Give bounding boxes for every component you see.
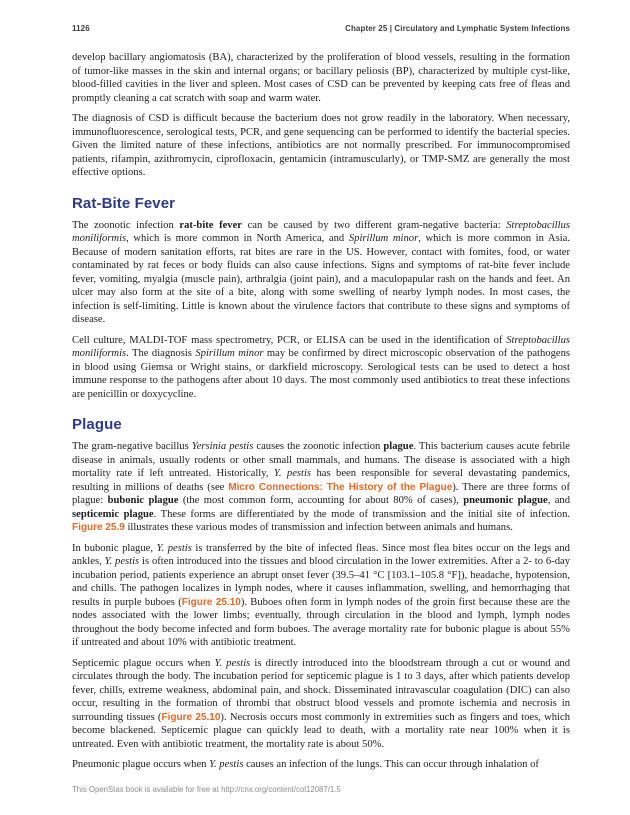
species-name: Y. pestis: [214, 657, 251, 669]
species-name: Streptobacillus moniliformis: [72, 334, 570, 359]
section-heading: Rat-Bite Fever: [72, 194, 176, 212]
text-run: The zoonotic infection: [72, 219, 180, 231]
paragraph: [72, 657, 570, 752]
text-run: (the most common form, accounting for about 80% of cases),: [178, 495, 464, 506]
text-run: ). There are three forms of plague:: [72, 481, 570, 506]
text-run: ). Buboes often form in lymph nodes of the groin first because these are the nodes associated with the lower limbs; eventually, through circulation in the blood and lymph, lymph nodes throughout the body become infected and form buboes. The average mortality rate for bubonic plague is about 55% if untreated and about 10% with antibiotic treatment.: [72, 596, 570, 648]
footer-attribution-text: This OpenStax book is available for free at http://cnx.org/content/col12087/1.5: [72, 785, 341, 794]
text-run: causes an infection of the lungs. This can occur through inhalation of: [243, 759, 539, 770]
paragraph: [72, 440, 570, 535]
chapter-title: Chapter 25 | Circulatory and Lymphatic System Infections: [345, 24, 570, 33]
text-run: , which is more common in North America, and: [126, 233, 349, 244]
paragraph: [72, 51, 570, 105]
text-run: The gram-negative bacillus: [72, 441, 192, 452]
page-number: 1126: [72, 24, 90, 33]
species-name: Spirillum minor: [195, 348, 264, 359]
text-run: causes the zoonotic infection: [253, 441, 384, 452]
species-name: Streptobacillus moniliformis: [72, 219, 570, 244]
text-run: . The diagnosis: [126, 348, 196, 359]
paragraph: [72, 542, 570, 650]
species-name: Y. pestis: [209, 759, 244, 770]
species-name: Yersinia pestis: [191, 441, 254, 452]
paragraph: [72, 112, 570, 180]
text-run: develop bacillary angiomatosis (BA), characterized by the proliferation of blood vessels, resulting in the formation of tumor-like masses in the skin and internal organs; or bacillary peliosis (BP), characterized by multiple cyst-like, blood-filled cavities in the liver and spleen. Most cases of CSD can be prevented by keeping cats free of fleas and promptly cleaning a cat scratch with soap and warm water.: [72, 52, 570, 104]
paragraph: [72, 219, 570, 327]
species-name: Y. pestis: [273, 468, 312, 479]
text-run: . These forms are differentiated by the mode of transmission and the initial site of infection.: [153, 508, 571, 520]
text-run: Septicemic plague occurs when: [72, 657, 215, 669]
text-run: is often introduced into the tissues and blood circulation in the lower extremities. After a 2- to 6-day incubation period, patients experience an abrupt onset fever (39.5–41 °C [103.1–105.8 °F]), headache, hypotension, and chills. The pathogen localizes in lymph nodes, where it causes inflammation, swelling, and hemorrhaging that results in purple buboes (: [72, 556, 570, 608]
species-name: Spirillum minor: [348, 233, 419, 244]
text-run: illustrates these various modes of transmission and infection between animals and humans.: [124, 522, 513, 533]
text-run: has been responsible for several devastating pandemics, resulting in millions of deaths (see: [72, 468, 570, 493]
species-name: Y. pestis: [156, 542, 192, 554]
text-run: , which is more common in Asia. Because of modern sanitation efforts, rat bites are rare in the US. However, contact with fomites, food, or water contaminated by rat feces or body fluids can also cause infections. Signs and symptoms of rat-bite fever include fever, vomiting, myalgia (muscle pain), arthralgia (joint pain), and a maculopapular rash on the hands and feet. An ulcer may also form at the site of a bite, along with some swelling of nearby lymph nodes. In most cases, the infection is self-limiting. Little is known about the virulence factors that contribute to these signs and symptoms of disease.: [72, 233, 571, 325]
text-run: can be caused by two different gram-negative bacteria:: [242, 219, 507, 231]
text-run: Pneumonic plague occurs when: [72, 759, 210, 770]
bold-term: bubonic plague: [107, 495, 179, 506]
running-header: [72, 24, 570, 33]
bold-term: rat-bite fever: [179, 219, 243, 231]
cross-reference-link[interactable]: Figure 25.10: [181, 596, 241, 608]
content-column: [72, 51, 570, 772]
text-run: In bubonic plague,: [72, 542, 157, 554]
paragraph: [72, 758, 570, 772]
bold-term: pneumonic plague: [463, 495, 548, 506]
bold-term: septicemic plague: [72, 508, 154, 520]
text-run: ). Necrosis occurs most commonly in extremities such as fingers and toes, which become blackened. Septicemic plague can quickly lead to death, with a mortality rate near 100% when it is untreated. Even with antibiotic treatment, the mortality rate is about 50%.: [72, 711, 570, 750]
section-heading: Plague: [72, 416, 122, 433]
text-run: . This bacterium causes acute febrile disease in animals, usually rodents or other small mammals, and humans. The disease is associated with a high mortality rate if left untreated. Historically,: [72, 441, 570, 479]
text-run: is transferred by the bite of infected fleas. Since most flea bites occur on the legs and ankles,: [72, 542, 570, 567]
paragraph: [72, 334, 570, 402]
cross-reference-link[interactable]: Figure 25.9: [72, 522, 125, 533]
text-run: may be confirmed by direct microscopic observation of the pathogens in blood using Giemsa or Wright stains, or darkfield microscopy. Serological tests can be used to detect a host immune response to the pathogens after about 10 days. The most commonly used antibiotics to treat these infections are penicillin or doxycycline.: [72, 348, 570, 400]
text-run: is directly introduced into the bloodstream through a cut or wound and circulates through the body. The incubation period for septicemic plague is 1 to 3 days, after which patients develop fever, chills, extreme weakness, abdominal pain, and shock. Disseminated intravascular coagulation (DIC) can also occur, resulting in the formation of thrombi that obstruct blood vessels and promote ischemia and necrosis in surrounding tissues (: [72, 657, 570, 723]
text-run: , and: [547, 495, 571, 506]
text-run: Cell culture, MALDI-TOF mass spectrometry, PCR, or ELISA can be used in the identification of: [72, 334, 507, 346]
cross-reference-link[interactable]: Micro Connections: The History of the Plague: [228, 481, 453, 493]
bold-term: plague: [383, 441, 414, 452]
text-run: The diagnosis of CSD is difficult because the bacterium does not grow readily in the laboratory. When necessary, immunofluorescence, serological tests, PCR, and gene sequencing can be performed to identify the bacterial species. Given the limited nature of these infections, antibiotics are not normally prescribed. For immunocompromised patients, rifampin, azithromycin, ciprofloxacin, gentamicin (intramuscularly), or TMP-SMZ are generally the most effective options.: [72, 113, 570, 178]
page-footer: [72, 785, 341, 794]
species-name: Y. pestis: [104, 556, 140, 567]
cross-reference-link[interactable]: Figure 25.10: [161, 711, 221, 723]
